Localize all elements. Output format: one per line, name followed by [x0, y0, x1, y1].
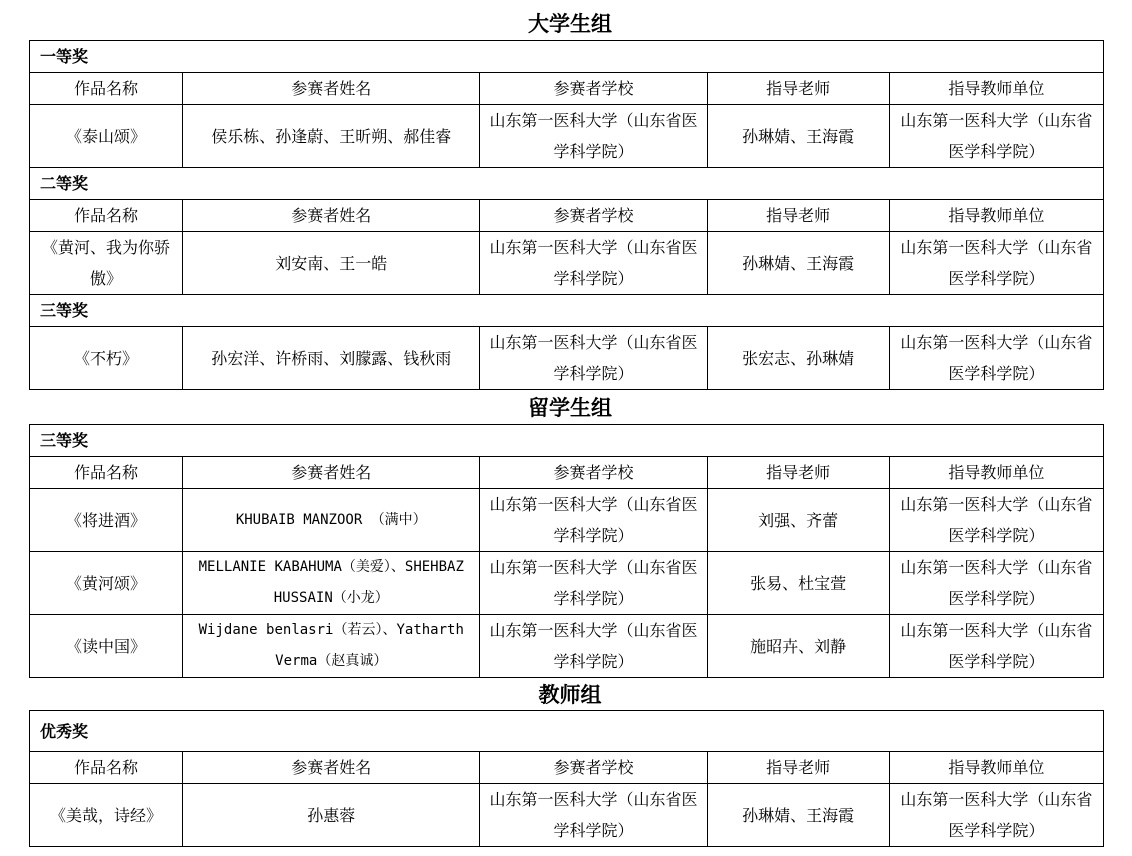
table-row — [30, 615, 1104, 678]
school-cell: 山东第一医科大学（山东省医学科学院） — [480, 232, 707, 295]
prize-row — [30, 168, 1104, 200]
work-title-cell: 《泰山颂》 — [30, 105, 183, 168]
header-cell: 指导老师 — [707, 457, 889, 489]
header-cell: 参赛者姓名 — [183, 752, 480, 784]
header-cell: 指导教师单位 — [889, 73, 1103, 105]
header-cell: 指导教师单位 — [889, 457, 1103, 489]
header-cell: 参赛者学校 — [480, 73, 707, 105]
header-cell: 指导老师 — [707, 752, 889, 784]
work-title-cell: 《将进酒》 — [30, 489, 183, 552]
participants-cell: 孙惠蓉 — [183, 784, 480, 847]
advisor-unit-cell: 山东第一医科大学（山东省医学科学院） — [889, 105, 1103, 168]
advisor-cell: 孙琳婧、王海霞 — [707, 784, 889, 847]
table-row — [30, 232, 1104, 295]
school-cell: 山东第一医科大学（山东省医学科学院） — [480, 105, 707, 168]
advisor-unit-cell: 山东第一医科大学（山东省医学科学院） — [889, 232, 1103, 295]
table-row — [30, 784, 1104, 847]
participants-cell: 孙宏洋、许桥雨、刘朦露、钱秋雨 — [183, 327, 480, 390]
advisor-unit-cell: 山东第一医科大学（山东省医学科学院） — [889, 615, 1103, 678]
school-cell: 山东第一医科大学（山东省医学科学院） — [480, 489, 707, 552]
header-cell: 参赛者姓名 — [183, 73, 480, 105]
prize-label: 三等奖 — [30, 425, 1104, 457]
work-title-cell: 《读中国》 — [30, 615, 183, 678]
award-table — [29, 424, 1104, 678]
advisor-cell: 张宏志、孙琳婧 — [707, 327, 889, 390]
group-title: 留学生组 — [528, 396, 612, 420]
school-cell: 山东第一医科大学（山东省医学科学院） — [480, 327, 707, 390]
advisor-cell: 孙琳婧、王海霞 — [707, 232, 889, 295]
participants-cell: 侯乐栋、孙逢蔚、王昕朔、郝佳睿 — [183, 105, 480, 168]
prize-row — [30, 295, 1104, 327]
work-title-cell: 《美哉，诗经》 — [30, 784, 183, 847]
school-cell: 山东第一医科大学（山东省医学科学院） — [480, 552, 707, 615]
advisor-unit-cell: 山东第一医科大学（山东省医学科学院） — [889, 489, 1103, 552]
advisor-cell: 孙琳婧、王海霞 — [707, 105, 889, 168]
prize-label: 一等奖 — [30, 41, 1104, 73]
advisor-cell: 刘强、齐蕾 — [707, 489, 889, 552]
header-cell: 指导教师单位 — [889, 200, 1103, 232]
header-cell: 参赛者姓名 — [183, 457, 480, 489]
prize-label: 优秀奖 — [30, 711, 1104, 752]
header-cell: 参赛者学校 — [480, 457, 707, 489]
header-row — [30, 752, 1104, 784]
header-row — [30, 200, 1104, 232]
work-title-cell: 《不朽》 — [30, 327, 183, 390]
participants-cell: KHUBAIB MANZOOR （满中） — [183, 489, 480, 552]
header-row — [30, 73, 1104, 105]
work-title-cell: 《黄河、我为你骄傲》 — [30, 232, 183, 295]
table-row — [30, 552, 1104, 615]
advisor-unit-cell: 山东第一医科大学（山东省医学科学院） — [889, 327, 1103, 390]
header-cell: 作品名称 — [30, 73, 183, 105]
prize-row — [30, 711, 1104, 752]
header-cell: 参赛者学校 — [480, 200, 707, 232]
prize-row — [30, 41, 1104, 73]
work-title-cell: 《黄河颂》 — [30, 552, 183, 615]
header-cell: 指导老师 — [707, 73, 889, 105]
advisor-unit-cell: 山东第一医科大学（山东省医学科学院） — [889, 784, 1103, 847]
header-cell: 指导教师单位 — [889, 752, 1103, 784]
prize-row — [30, 425, 1104, 457]
table-row — [30, 105, 1104, 168]
participants-cell: 刘安南、王一皓 — [183, 232, 480, 295]
group-title: 大学生组 — [528, 12, 612, 36]
table-row — [30, 489, 1104, 552]
header-row — [30, 457, 1104, 489]
award-table — [29, 710, 1104, 847]
advisor-unit-cell: 山东第一医科大学（山东省医学科学院） — [889, 552, 1103, 615]
advisor-cell: 施昭卉、刘静 — [707, 615, 889, 678]
participants-cell: Wijdane benlasri（若云）、Yatharth Verma（赵真诚） — [183, 615, 480, 678]
school-cell: 山东第一医科大学（山东省医学科学院） — [480, 615, 707, 678]
header-cell: 作品名称 — [30, 457, 183, 489]
table-row — [30, 327, 1104, 390]
advisor-cell: 张易、杜宝萱 — [707, 552, 889, 615]
header-cell: 作品名称 — [30, 200, 183, 232]
header-cell: 作品名称 — [30, 752, 183, 784]
header-cell: 参赛者姓名 — [183, 200, 480, 232]
header-cell: 参赛者学校 — [480, 752, 707, 784]
group-title: 教师组 — [538, 683, 602, 707]
prize-label: 二等奖 — [30, 168, 1104, 200]
participants-cell: MELLANIE KABAHUMA（美爱）、SHEHBAZ HUSSAIN（小龙） — [183, 552, 480, 615]
header-cell: 指导老师 — [707, 200, 889, 232]
prize-label: 三等奖 — [30, 295, 1104, 327]
award-table — [29, 40, 1104, 390]
school-cell: 山东第一医科大学（山东省医学科学院） — [480, 784, 707, 847]
